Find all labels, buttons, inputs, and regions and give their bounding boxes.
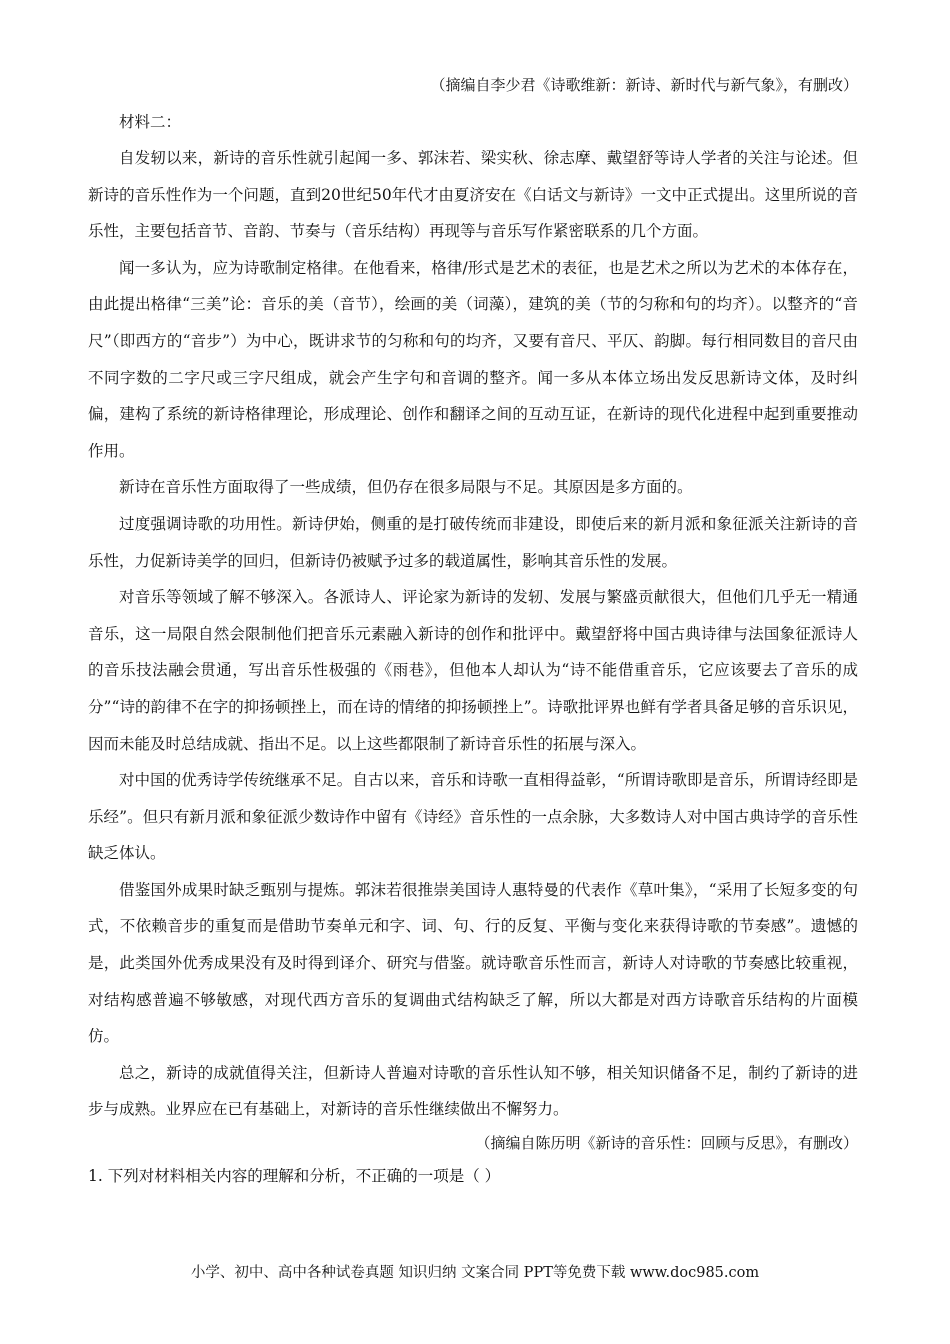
paragraph-1: 自发轫以来，新诗的音乐性就引起闻一多、郭沫若、梁实秋、徐志摩、戴望舒等诗人学者的关注与论述。但新诗的音乐性作为一个问题，直到20世纪50年代才由夏济安在《白话文与新诗》一文中正式提出。这里所说的音乐性，主要包括音节、音韵、节奏与（音乐结构）再现等与音乐写作紧密联系的几个方面。 <box>88 149 858 241</box>
paragraph-4: 过度强调诗歌的功用性。新诗伊始，侧重的是打破传统而非建设，即使后来的新月派和象征派关注新诗的音乐性，力促新诗美学的回归，但新诗仍被赋予过多的载道属性，影响其音乐性的发展。 <box>88 514 858 570</box>
document-page <box>88 70 858 1194</box>
page-footer: 小学、初中、高中各种试卷真题 知识归纳 文案合同 PPT等免费下载 www.doc985.com <box>190 1265 760 1281</box>
paragraph-8: 总之，新诗的成就值得关注，但新诗人普遍对诗歌的音乐性认知不够，相关知识储备不足，制约了新诗的进步与成熟。业界应在已有基础上，对新诗的音乐性继续做出不懈努力。 <box>88 1063 858 1119</box>
paragraph-5: 对音乐等领域了解不够深入。各派诗人、评论家为新诗的发轫、发展与繁盛贡献很大，但他们几乎无一精通音乐，这一局限自然会限制他们把音乐元素融入新诗的创作和批评中。戴望舒将中国古典诗律与法国象征派诗人的音乐技法融会贯通，写出音乐性极强的《雨巷》，但他本人却认为“诗不能借重音乐，它应该要去了音乐的成分”“诗的韵律不在字的抑扬顿挫上，而在诗的情绪的抑扬顿挫上”。诗歌批评界也鲜有学者具备足够的音乐识见，因而未能及时总结成就、指出不足。以上这些都限制了新诗音乐性的拓展与深入。 <box>88 588 858 753</box>
question-1: 1. 下列对材料相关内容的理解和分析，不正确的一项是（ ） <box>88 1167 501 1186</box>
paragraph-3: 新诗在音乐性方面取得了一些成绩，但仍存在很多局限与不足。其原因是多方面的。 <box>119 478 693 497</box>
source-citation-bottom: （摘编自陈历明《新诗的音乐性：回顾与反思》，有删改） <box>475 1134 858 1153</box>
paragraph-7: 借鉴国外成果时缺乏甄别与提炼。郭沫若很推崇美国诗人惠特曼的代表作《草叶集》，“采用了长短多变的句式，不依赖音步的重复而是借助节奏单元和字、词、句、行的反复、平衡与变化来获得诗歌的节奏感”。遗憾的是，此类国外优秀成果没有及时得到译介、研究与借鉴。就诗歌音乐性而言，新诗人对诗歌的节奏感比较重视，对结构感普遍不够敏感，对现代西方音乐的复调曲式结构缺乏了解，所以大都是对西方诗歌音乐结构的片面模仿。 <box>88 880 858 1046</box>
material-heading: 材料二： <box>119 113 182 131</box>
source-citation-top: （摘编自李少君《诗歌维新：新诗、新时代与新气象》，有删改） <box>430 76 858 94</box>
paragraph-2: 闻一多认为，应为诗歌制定格律。在他看来，格律/形式是艺术的表征，也是艺术之所以为艺术的本体存在，由此提出格律“三美”论：音乐的美（音节），绘画的美（词藻），建筑的美（节的匀称和句的均齐）。以整齐的“音尺”（即西方的“音步”）为中心，既讲求节的匀称和句的均齐，又要有音尺、平仄、韵脚。每行相同数目的音尺由不同字数的二字尺或三字尺组成，就会产生字句和音调的整齐。闻一多从本体立场出发反思新诗文体，及时纠偏，建构了系统的新诗格律理论，形成理论、创作和翻译之间的互动互证，在新诗的现代化进程中起到重要推动作用。 <box>88 258 858 460</box>
paragraph-6: 对中国的优秀诗学传统继承不足。自古以来，音乐和诗歌一直相得益彰，“所谓诗歌即是音乐，所谓诗经即是乐经”。但只有新月派和象征派少数诗作中留有《诗经》音乐性的一点余脉，大多数诗人对中国古典诗学的音乐性缺乏体认。 <box>88 771 858 863</box>
